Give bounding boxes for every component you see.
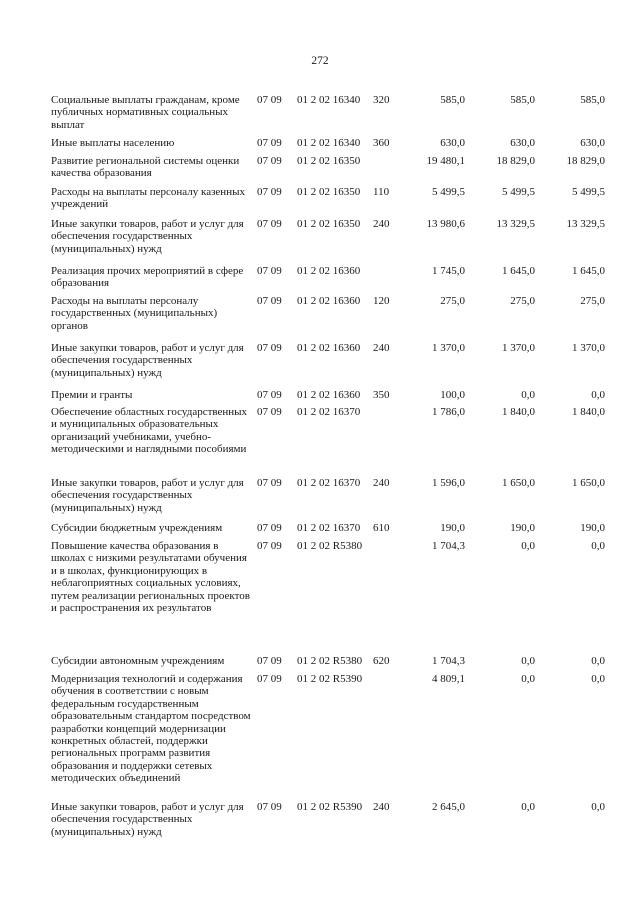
row-section: 07 09 (257, 522, 282, 534)
row-section: 07 09 (257, 477, 282, 489)
row-section: 07 09 (257, 540, 282, 552)
row-target-article: 01 2 02 16350 (297, 218, 361, 230)
row-name: Иные закупки товаров, работ и услуг для обеспечения государственных (муниципальных) нужд (51, 477, 244, 514)
row-name: Субсидии бюджетным учреждениям (51, 522, 223, 534)
row-expense-type: 320 (373, 94, 390, 106)
row-amount-3: 1 370,0 (572, 342, 605, 354)
row-amount-2: 1 645,0 (502, 265, 535, 277)
row-amount-1: 4 809,1 (432, 673, 465, 685)
row-amount-1: 630,0 (440, 137, 465, 149)
row-section: 07 09 (257, 673, 282, 685)
row-expense-type: 110 (373, 186, 390, 198)
row-name: Повышение качества образования в школах с низкими результатами обучения и в школах, функционирующих в неблагоприятных социальных условиях, путем реализации региональных проектов и распространения их результатов (51, 540, 250, 615)
row-name: Расходы на выплаты персоналу государственных (муниципальных) органов (51, 295, 218, 332)
row-amount-3: 0,0 (591, 389, 605, 401)
row-target-article: 01 2 02 16370 (297, 477, 361, 489)
row-expense-type: 240 (373, 342, 390, 354)
row-amount-1: 1 745,0 (432, 265, 465, 277)
row-target-article: 01 2 02 16360 (297, 342, 361, 354)
row-section: 07 09 (257, 265, 282, 277)
row-name: Обеспечение областных государственных и муниципальных образовательных организаций учебниками, учебно-методическими и наглядными пособиями (51, 406, 248, 456)
row-name: Социальные выплаты гражданам, кроме публичных нормативных социальных выплат (51, 94, 240, 131)
row-target-article: 01 2 02 16370 (297, 522, 361, 534)
row-section: 07 09 (257, 218, 282, 230)
row-name: Иные закупки товаров, работ и услуг для обеспечения государственных (муниципальных) нужд (51, 218, 244, 255)
row-amount-3: 5 499,5 (572, 186, 605, 198)
row-amount-3: 585,0 (580, 94, 605, 106)
row-section: 07 09 (257, 406, 282, 418)
row-amount-3: 18 829,0 (566, 155, 605, 167)
row-amount-3: 275,0 (580, 295, 605, 307)
row-target-article: 01 2 02 16350 (297, 186, 361, 198)
row-amount-1: 275,0 (440, 295, 465, 307)
row-expense-type: 350 (373, 389, 390, 401)
row-target-article: 01 2 02 R5390 (297, 801, 363, 813)
page-number: 272 (311, 55, 329, 67)
row-amount-2: 630,0 (510, 137, 535, 149)
row-amount-2: 1 370,0 (502, 342, 535, 354)
row-section: 07 09 (257, 155, 282, 167)
row-amount-2: 190,0 (510, 522, 535, 534)
row-expense-type: 610 (373, 522, 390, 534)
row-amount-3: 0,0 (591, 801, 605, 813)
row-amount-3: 1 840,0 (572, 406, 605, 418)
row-name: Развитие региональной системы оценки качества образования (51, 155, 240, 180)
row-amount-2: 18 829,0 (496, 155, 535, 167)
row-amount-1: 1 704,3 (432, 655, 465, 667)
row-expense-type: 240 (373, 477, 390, 489)
row-target-article: 01 2 02 16360 (297, 265, 361, 277)
row-amount-2: 0,0 (521, 655, 535, 667)
row-amount-3: 1 645,0 (572, 265, 605, 277)
row-amount-2: 0,0 (521, 801, 535, 813)
row-amount-1: 5 499,5 (432, 186, 465, 198)
row-section: 07 09 (257, 801, 282, 813)
row-amount-1: 190,0 (440, 522, 465, 534)
row-section: 07 09 (257, 389, 282, 401)
row-amount-1: 1 786,0 (432, 406, 465, 418)
row-amount-1: 1 704,3 (432, 540, 465, 552)
row-amount-2: 275,0 (510, 295, 535, 307)
row-expense-type: 120 (373, 295, 390, 307)
row-expense-type: 240 (373, 218, 390, 230)
row-amount-1: 1 370,0 (432, 342, 465, 354)
row-amount-2: 0,0 (521, 389, 535, 401)
row-target-article: 01 2 02 16370 (297, 406, 361, 418)
row-section: 07 09 (257, 94, 282, 106)
row-amount-1: 13 980,6 (426, 218, 465, 230)
row-amount-1: 585,0 (440, 94, 465, 106)
row-amount-3: 1 650,0 (572, 477, 605, 489)
row-section: 07 09 (257, 342, 282, 354)
row-target-article: 01 2 02 16360 (297, 389, 361, 401)
row-target-article: 01 2 02 16360 (297, 295, 361, 307)
row-amount-2: 5 499,5 (502, 186, 535, 198)
row-name: Иные выплаты населению (51, 137, 175, 149)
row-amount-3: 13 329,5 (566, 218, 605, 230)
row-section: 07 09 (257, 137, 282, 149)
row-name: Премии и гранты (51, 389, 133, 401)
row-name: Расходы на выплаты персоналу казенных учреждений (51, 186, 245, 211)
row-amount-2: 0,0 (521, 540, 535, 552)
row-target-article: 01 2 02 16350 (297, 155, 361, 167)
row-amount-2: 1 650,0 (502, 477, 535, 489)
row-target-article: 01 2 02 R5380 (297, 655, 363, 667)
row-expense-type: 620 (373, 655, 390, 667)
row-target-article: 01 2 02 16340 (297, 94, 361, 106)
row-target-article: 01 2 02 16340 (297, 137, 361, 149)
row-name: Иные закупки товаров, работ и услуг для обеспечения государственных (муниципальных) нужд (51, 801, 244, 838)
row-amount-2: 1 840,0 (502, 406, 535, 418)
row-amount-1: 1 596,0 (432, 477, 465, 489)
row-amount-2: 0,0 (521, 673, 535, 685)
row-name: Реализация прочих мероприятий в сфере образования (51, 265, 244, 290)
row-target-article: 01 2 02 R5390 (297, 673, 363, 685)
row-section: 07 09 (257, 655, 282, 667)
row-amount-3: 0,0 (591, 655, 605, 667)
row-name: Субсидии автономным учреждениям (51, 655, 225, 667)
row-name: Модернизация технологий и содержания обучения в соответствии с новым федеральным государственным образовательным стандартом посредством разработки концепций модернизации конкретных областей, поддержки региональных программ развития образования и поддержки сетевых методических объединений (51, 673, 251, 785)
row-section: 07 09 (257, 186, 282, 198)
row-name: Иные закупки товаров, работ и услуг для обеспечения государственных (муниципальных) нужд (51, 342, 244, 379)
row-amount-3: 0,0 (591, 673, 605, 685)
row-amount-1: 2 645,0 (432, 801, 465, 813)
row-amount-3: 190,0 (580, 522, 605, 534)
row-amount-1: 100,0 (440, 389, 465, 401)
row-target-article: 01 2 02 R5380 (297, 540, 363, 552)
row-expense-type: 240 (373, 801, 390, 813)
row-amount-1: 19 480,1 (426, 155, 465, 167)
row-amount-2: 13 329,5 (496, 218, 535, 230)
row-amount-3: 0,0 (591, 540, 605, 552)
row-amount-2: 585,0 (510, 94, 535, 106)
row-expense-type: 360 (373, 137, 390, 149)
row-amount-3: 630,0 (580, 137, 605, 149)
row-section: 07 09 (257, 295, 282, 307)
